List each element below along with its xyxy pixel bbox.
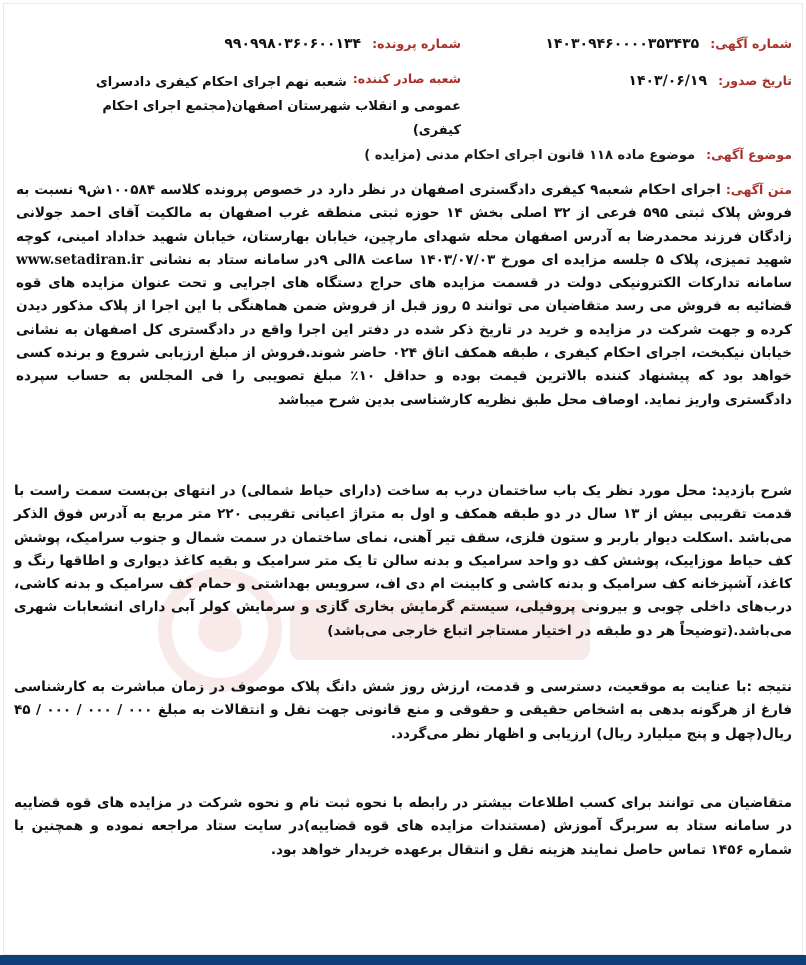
issue-date-field — [628, 70, 792, 89]
bottom-bar — [0, 955, 806, 965]
ad-text-label: متن آگهی: — [725, 182, 792, 197]
ad-number-label: شماره آگهی: — [710, 36, 792, 51]
issue-date-label: تاریخ صدور: — [718, 73, 792, 88]
file-number-field — [224, 33, 461, 52]
file-number-value: ۹۹۰۹۹۸۰۳۶۰۶۰۰۱۳۴ — [224, 36, 362, 52]
ad-number-field — [545, 33, 792, 52]
visit-description: شرح بازدید: محل مورد نظر یک باب ساختمان درب به ساخت (دارای حیاط شمالی) در انتهای بن‌بست سمت راست با قدمت تقریبی بیش از ۱۳ سال در دو طبقه همکف و اول به متراژ اعیانی تقریبی ۲۲۰ متر مربع به آدرس فوق الذکر می‌باشد .اسکلت دیوار باربر و ستون فلزی، سقف تیر آهنی، نمای ساختمان در سمت شمال و جنوب سرامیک، پوشش کف حیاط موزاییک، پوشش کف دو واحد سرامیک و بدنه سالن تا یک متر سرامیک و بقیه کاغذ دیواری و اطاقها رنگ و کاغذ، آشپزخانه کف سرامیک و بدنه کاشی و کابینت ام دی اف، سرویس بهداشتی و حمام کف سرامیک و بدنه کاشی، درب‌های داخلی چوبی و بیرونی پروفیلی، سیستم گرمایش بخاری گازی و سرمایش کولر آبی دارای انشعابات شهری می‌باشد.(توضیحاً هر دو طبقه در اختیار مستاجر اتباع خارجی می‌باشد) — [14, 483, 792, 639]
ad-text — [16, 178, 792, 412]
appraisal-result: نتیجه :با عنایت به موقعیت، دسترسی و قدمت، ارزش روز شش دانگ پلاک موصوف در زمان مباشرت به کارشناسی فارغ از هرگونه بدهی به اشخاص حقیقی و حقوقی و منع قانونی جهت نقل و انتقالات به مبلغ ۰۰۰ / ۰۰۰ / ۰۰۰ / ۴۵ ریال(چهل و پنج میلیارد ریال) ارزیابی و اظهار نظر می‌گردد. — [14, 679, 792, 742]
issuer-field — [61, 71, 461, 143]
issue-date-value: ۱۴۰۳/۰۶/۱۹ — [628, 73, 707, 89]
ad-text-part2: سامانه تدارکات الکترونیکی دولت در قسمت مزایده های حراج دستگاه های اجرایی و تحت عنوان مزایده های قوه قضائیه به فروش می رسد متقاضیان می توانند ۵ روز قبل از فروش ضمن هماهنگی با این اجرا از پلاک مذکور دیدن کرده و جهت شرکت در مزایده و خرید در تاریخ ذکر شده در دفتر این اجرا واقع در دادگستری کل اصفهان به نشانی خیابان نیکبخت، اجرای احکام کیفری ، طبقه همکف اتاق ۰۲۴ حاضر شوند.فروش از مبلغ ارزیابی شروع و برنده کسی خواهد بود که پیشنهاد کننده بالاترین قیمت بوده و حداقل ۱۰٪ مبلغ تصویبی را فی المجلس به حساب سپرده دادگستری واریز نماید. اوصاف محل طبق نظریه کارشناسی بدین شرح میباشد — [16, 275, 792, 408]
subject-field — [364, 144, 792, 163]
subject-label: موضوع آگهی: — [706, 147, 792, 162]
website-link[interactable]: www.setadiran.ir — [16, 251, 144, 268]
file-number-label: شماره پرونده: — [372, 36, 461, 51]
ad-text-part1: اجرای احکام شعبه۹ کیفری دادگستری اصفهان در نظر دارد در خصوص پرونده کلاسه ۱۰۰۵۸۴ش۹ نسبت به فروش پلاک ثبتی ۵۹۵ فرعی از ۳۲ اصلی بخش ۱۴ حوزه ثبتی منطقه غرب اصفهان به مالکیت آقای احمد جولانی زادگان فرزند محمدرضا به آدرس اصفهان محله شهدای مارچین، خیابان بهارستان، خیابان شهید خداداد امینی، کوچه شهید تمیزی، پلاک ۵ جلسه مزایده ای مورخ ۱۴۰۳/۰۷/۰۳ ساعت ۸الی ۹در سامانه ستاد به نشانی — [16, 182, 792, 268]
issuer-value: شعبه نهم اجرای احکام کیفری دادسرای عمومی و انقلاب شهرستان اصفهان(مجتمع اجرای احکام کیفری) — [95, 75, 461, 138]
subject-value: موضوع ماده ۱۱۸ قانون اجرای احکام مدنی (مزایده ) — [364, 148, 696, 163]
final-note: متقاضیان می توانند برای کسب اطلاعات بیشتر در رابطه با نحوه ثبت نام و نحوه شرکت در مزایده های قوه قضاییه در سامانه ستاد به سربرگ آموزش (مستندات مزایده های قوه قضاییه)در سایت ستاد مراجعه نموده و همچنین با شماره ۱۴۵۶ تماس حاصل نمایند هزینه نقل و انتقال برعهده خریدار خواهد بود. — [14, 795, 792, 858]
issuer-label: شعبه صادر کننده: — [352, 71, 461, 86]
ad-number-value: ۱۴۰۳۰۹۴۶۰۰۰۰۳۵۳۴۳۵ — [545, 36, 700, 52]
